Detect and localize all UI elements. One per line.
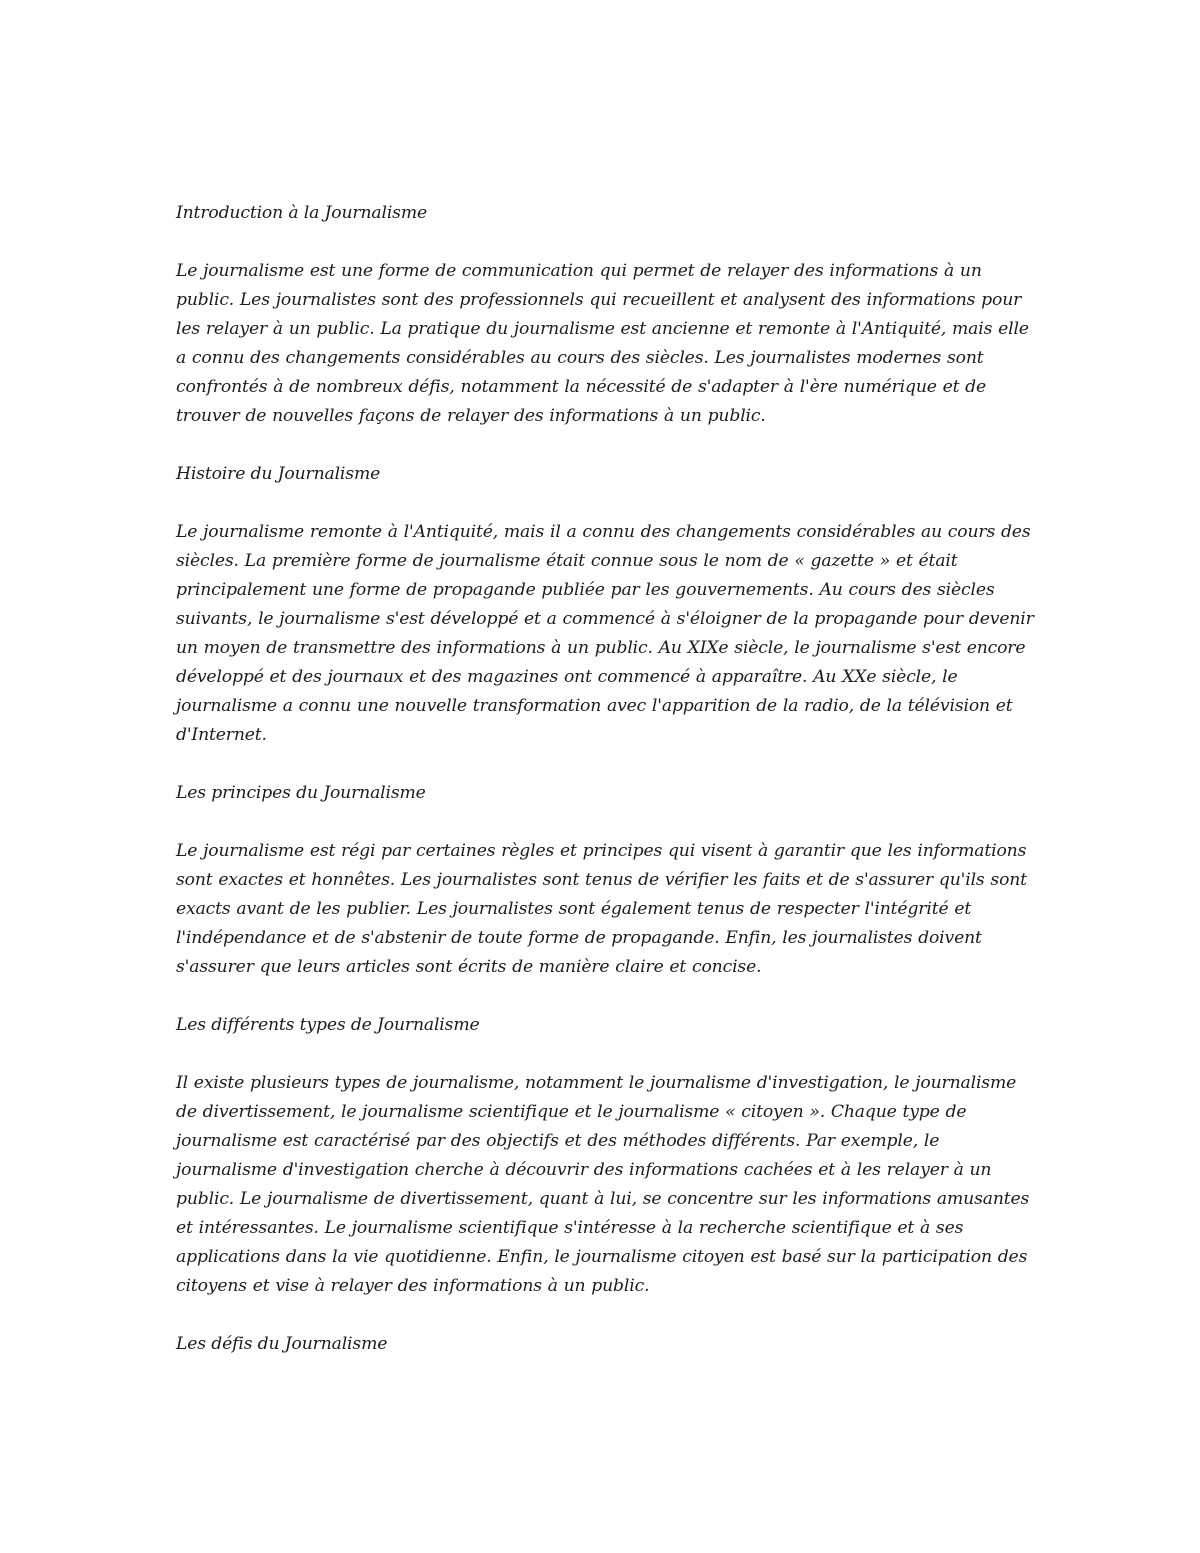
section-paragraph-types: Il existe plusieurs types de journalisme, notamment le journalisme d'investigation, le journalisme de divertissement, le journalisme scientifique et le journalisme « citoyen ». Chaque type de journalisme est caractérisé par des objectifs et des méthodes différents. Par exemple, le journalisme d'investigation cherche à découvrir des informations cachées et à les relayer à un public. Le journalisme de divertissement, quant à lui, se concentre sur les informations amusantes et intéressantes. Le journalisme scientifique s'intéresse à la recherche scientifique et à ses applications dans la vie quotidienne. Enfin, le journalisme citoyen est basé sur la participation des citoyens et vise à relayer des informations à un public.	[176, 1073, 1030, 1296]
section-heading-principes: Les principes du Journalisme	[176, 783, 426, 803]
section-paragraph-principes: Le journalisme est régi par certaines règles et principes qui visent à garantir que les informations sont exactes et honnêtes. Les journalistes sont tenus de vérifier les faits et de s'assurer qu'ils sont exacts avant de les publier. Les journalistes sont également tenus de respecter l'intégrité et l'indépendance et de s'abstenir de toute forme de propagande. Enfin, les journalistes doivent s'assurer que leurs articles sont écrits de manière claire et concise.	[176, 841, 1027, 977]
section-heading-defis: Les défis du Journalisme	[176, 1334, 388, 1354]
section-heading-types: Les différents types de Journalisme	[176, 1015, 480, 1035]
section-paragraph-introduction: Le journalisme est une forme de communication qui permet de relayer des informations à un public. Les journalistes sont des professionnels qui recueillent et analysent des informations pour les relayer à un public. La pratique du journalisme est ancienne et remonte à l'Antiquité, mais elle a connu des changements considérables au cours des siècles. Les journalistes modernes sont confrontés à de nombreux défis, notamment la nécessité de s'adapter à l'ère numérique et de trouver de nouvelles façons de relayer des informations à un public.	[176, 261, 1029, 426]
section-paragraph-histoire: Le journalisme remonte à l'Antiquité, mais il a connu des changements considérables au cours des siècles. La première forme de journalisme était connue sous le nom de « gazette » et était principalement une forme de propagande publiée par les gouvernements. Au cours des siècles suivants, le journalisme s'est développé et a commencé à s'éloigner de la propagande pour devenir un moyen de transmettre des informations à un public. Au XIXe siècle, le journalisme s'est encore développé et des journaux et des magazines ont commencé à apparaître. Au XXe siècle, le journalisme a connu une nouvelle transformation avec l'apparition de la radio, de la télévision et d'Internet.	[176, 522, 1034, 745]
section-heading-introduction: Introduction à la Journalisme	[176, 203, 428, 223]
section-heading-histoire: Histoire du Journalisme	[176, 464, 381, 484]
document-body	[176, 199, 1036, 1388]
